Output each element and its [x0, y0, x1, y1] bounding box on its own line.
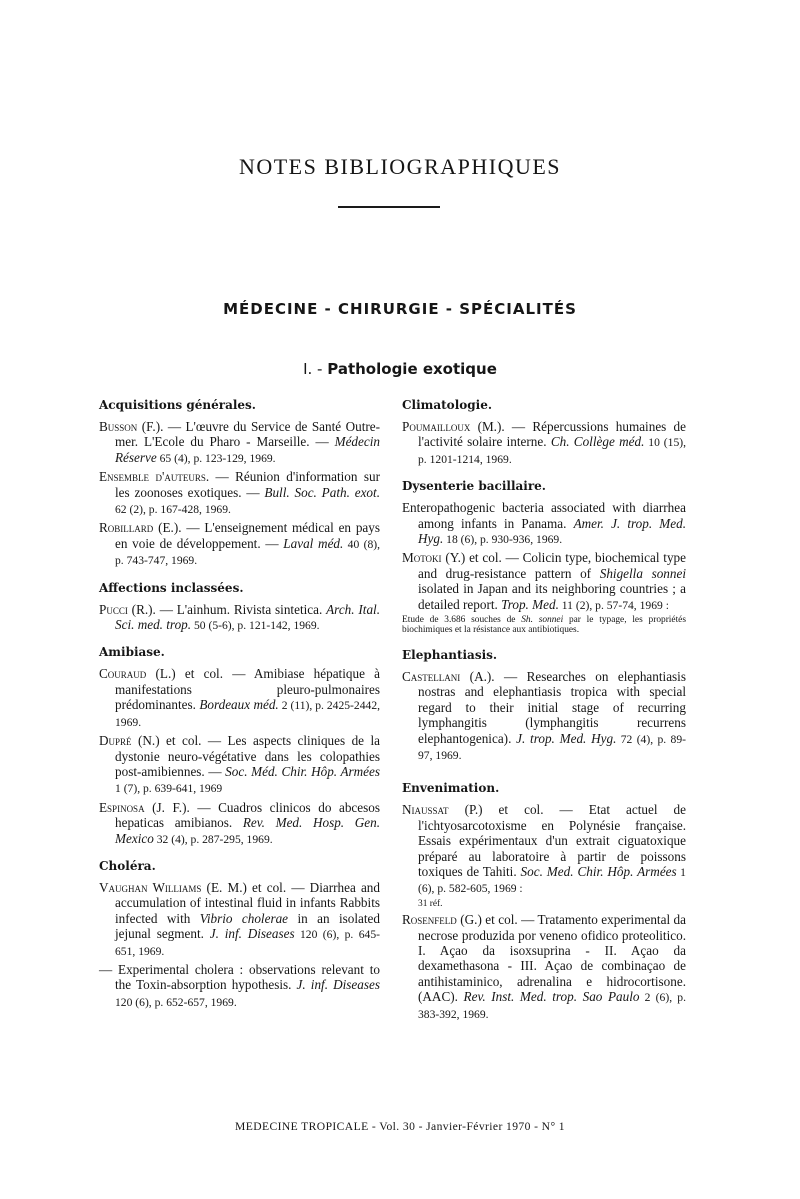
entry-author: Rosenfeld (G.): [402, 912, 482, 928]
subsection-title: [0, 360, 800, 378]
subsection-name: Pathologie exotique: [327, 360, 497, 378]
entry-text: et col. — Colicin type, biochemical type and drug-resistance pattern of: [418, 550, 686, 581]
entry-journal: Laval méd.: [283, 535, 344, 551]
right-column: [402, 398, 686, 1025]
entry-text-continued: in an isolated jejunal segment.: [115, 910, 380, 942]
entry-journal: Trop. Med.: [501, 596, 559, 612]
entry-journal: Bordeaux méd.: [199, 697, 279, 713]
entry-details: 1 (6), p. 582-605, 1969 :: [418, 865, 686, 896]
entry-text: et col. — Amibiase hépatique à manifestations pleuro-pulmonaires prédominantes.: [115, 666, 380, 713]
entry-details: 2 (6), p. 383-392, 1969.: [418, 991, 686, 1021]
bib-entry: [99, 602, 380, 634]
entry-journal: Soc. Med. Chir. Hôp. Armées: [520, 863, 677, 879]
entry-species: Vibrio cholerae: [199, 910, 289, 926]
entry-text: et col. — Tratamento experimental da necrose produzida por veneno ofidico proteolitico. I. Açao da isoxsuprina - II. Açao da dexamethasona - III. Açao de combinaçao de antihistaminico, adrenalina e hidrocortisone. (AAC).: [418, 912, 686, 1005]
bib-entry: [99, 666, 380, 730]
entry-details: 62 (2), p. 167-428, 1969.: [115, 503, 231, 517]
entry-text: — L'enseignement médical en pays en voie de développement. —: [115, 520, 380, 551]
category-heading: Envenimation.: [402, 781, 500, 796]
entry-details: 120 (6), p. 652-657, 1969.: [115, 995, 237, 1009]
note-text: Etude de 3.686 souches de: [402, 615, 522, 626]
entry-journal: J. inf. Diseases: [209, 926, 295, 942]
entry-author: Motoki (Y.): [402, 550, 466, 566]
note-species: Sh. sonnei: [521, 615, 564, 626]
bib-entry: [402, 669, 686, 763]
entry-journal: J. inf. Diseases: [296, 977, 380, 993]
category-heading: Choléra.: [99, 858, 156, 873]
entry-author: Robillard (E.).: [99, 520, 182, 536]
bib-entry: [99, 800, 380, 847]
entry-details: 50 (5-6), p. 121-142, 1969.: [191, 619, 320, 633]
entry-author: Busson (F.).: [99, 419, 164, 434]
bib-entry: [99, 469, 380, 517]
entry-details: 32 (4), p. 287-295, 1969.: [153, 832, 273, 846]
entry-details: 120 (6), p. 645-651, 1969.: [115, 928, 380, 958]
entry-journal: Arch. Ital. Sci. med. trop.: [115, 601, 381, 633]
category-heading: Elephantiasis.: [402, 647, 498, 662]
bib-entry: [99, 733, 380, 797]
category-heading: Dysenterie bacillaire.: [402, 479, 546, 494]
entry-details: 11 (2), p. 57-74, 1969 :: [558, 598, 669, 612]
entry-text-continued: isolated in Japan and its neighboring countries ; a detailed report.: [418, 581, 686, 612]
bib-entry: [402, 419, 686, 467]
entry-author: Vaughan Williams (E. M.): [99, 879, 247, 895]
entry-species: Shigella sonnei: [599, 565, 686, 581]
bib-entry: [402, 912, 686, 1022]
entry-text: — L'œuvre du Service de Santé Outre-mer. L'Ecole du Pharo - Marseille. —: [115, 419, 380, 450]
bib-entry: [99, 880, 380, 959]
entry-details: 72 (4), p. 89-97, 1969.: [418, 732, 686, 762]
entry-journal: Ch. Collège méd.: [550, 434, 645, 450]
subsection-number: I. -: [303, 360, 323, 378]
entry-note: [402, 615, 686, 636]
entry-author: Castellani (A.).: [402, 668, 495, 684]
entry-text: — Researches on elephantiasis nostras and elephantiasis tropica with special regard to their initial stage of recurring lymphangitis (lymphangitis recurrens elephantogenica).: [418, 668, 686, 746]
note-text-continued: par le typage, les propriétés biochimiques et la résistance aux antibiotiques.: [402, 615, 686, 636]
bib-entry: [402, 500, 686, 547]
entry-journal: Bull. Soc. Path. exot.: [264, 484, 380, 500]
entry-details: 18 (6), p. 930-936, 1969.: [443, 533, 563, 547]
entry-text: et col. — Les aspects cliniques de la dystonie neuro-végétative dans les colopathies post-amibiennes. —: [115, 733, 381, 779]
category-heading: Affections inclassées.: [99, 580, 244, 595]
page-title: NOTES BIBLIOGRAPHIQUES: [238, 154, 562, 179]
entry-journal: Rev. Med. Hosp. Gen. Mexico: [115, 815, 381, 846]
entry-journal: Médecin Réserve: [115, 434, 380, 465]
entry-details: 10 (15), p. 1201-1214, 1969.: [418, 436, 686, 466]
entry-text: et col. — Etat actuel de l'ichtyosarcotoxisme en Polynésie française. Essais expérimentaux d'un extrait ciguatoxique préparé au laboratoire à partir de poissons toxiques de Tahiti.: [418, 802, 686, 879]
entry-text: et col. — Diarrhea and accumulation of intestinal fluid in infants Rabbits infected with: [115, 879, 380, 926]
entry-text: — Cuadros clinicos do abcesos hepaticas amibianos.: [115, 799, 381, 831]
category-heading: Acquisitions générales.: [99, 398, 256, 412]
entry-author: Espinosa (J. F.).: [99, 799, 190, 815]
entry-details: 1 (7), p. 639-641, 1969: [115, 782, 223, 796]
entry-journal: Amer. J. trop. Med. Hyg.: [418, 515, 686, 547]
entry-text: — Réunion d'information sur les zoonoses exotiques. —: [115, 469, 380, 500]
title-rule: [338, 206, 440, 208]
category-heading: Climatologie.: [402, 398, 493, 412]
entry-journal: J. trop. Med. Hyg.: [516, 730, 617, 746]
left-column: [99, 398, 380, 1013]
entry-author: Poumailloux (M.).: [402, 419, 505, 434]
entry-author: Ensemble d'auteurs.: [99, 469, 210, 485]
entry-journal: Soc. Méd. Chir. Hôp. Armées: [225, 763, 381, 779]
page-footer: MEDECINE TROPICALE - Vol. 30 - Janvier-Février 1970 - N° 1: [235, 1120, 565, 1133]
entry-author: Niaussat (P.): [402, 802, 483, 818]
entry-journal: Rev. Inst. Med. trop. Sao Paulo: [463, 989, 640, 1005]
bib-entry: [99, 520, 380, 568]
bib-entry: [99, 419, 380, 466]
category-heading: Amibiase.: [99, 645, 165, 660]
bib-entry: [402, 550, 686, 613]
section-title: MÉDECINE - CHIRURGIE - SPÉCIALITÉS: [223, 300, 577, 318]
entry-text: — Experimental cholera : observations relevant to the Toxin-absorption hypothesis.: [99, 961, 380, 993]
entry-details: 2 (11), p. 2425-2442, 1969.: [115, 699, 381, 729]
entry-author: Dupré (N.): [99, 733, 160, 749]
entry-details: 40 (8), p. 743-747, 1969.: [115, 537, 380, 568]
entry-author: Pucci (R.).: [99, 601, 156, 617]
entry-note: 31 réf.: [418, 898, 443, 909]
entry-text: — Répercussions humaines de l'activité solaire interne.: [418, 419, 686, 450]
entry-text: Enteropathogenic bacteria associated with diarrhea among infants in Panama.: [402, 500, 686, 531]
entry-details: 65 (4), p. 123-129, 1969.: [156, 451, 276, 465]
entry-author: Couraud (L.): [99, 666, 176, 682]
bib-entry: [99, 962, 380, 1010]
entry-text: — L'ainhum. Rivista sintetica.: [155, 601, 327, 617]
bib-entry: [402, 802, 686, 896]
